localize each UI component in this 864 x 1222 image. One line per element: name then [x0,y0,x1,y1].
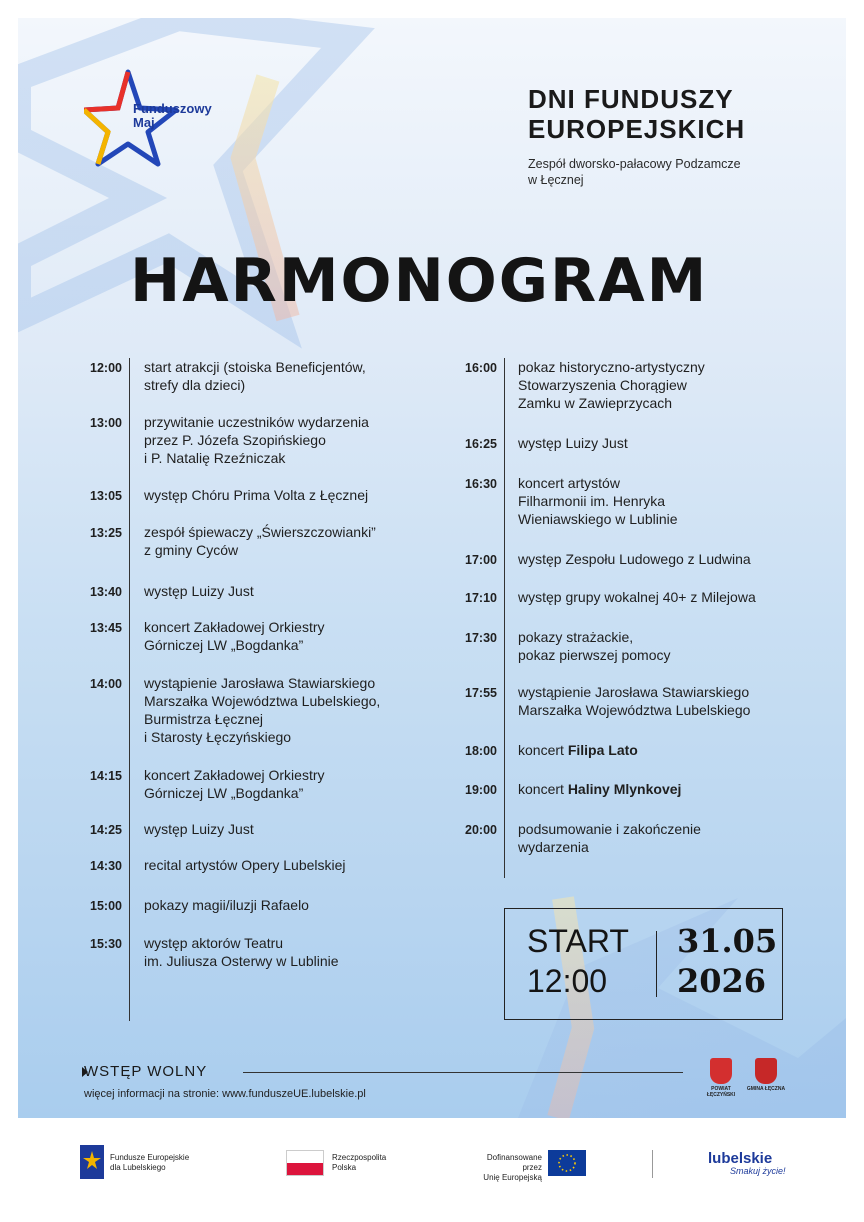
description-line: pokaz historyczno-artystyczny [518,359,705,375]
timeline-left [129,358,130,1021]
description-line: przez P. Józefa Szopińskiego [144,432,326,448]
timeline-right [504,358,505,878]
performer-name: Haliny Mlynkovej [567,781,682,797]
schedule-description [518,741,833,759]
fe-line-1: Fundusze Europejskie [110,1153,190,1162]
schedule-time: 16:30 [465,477,497,491]
schedule-time: 17:55 [465,686,497,700]
schedule-description [144,523,438,559]
schedule-description [144,896,438,914]
schedule-time: 14:30 [90,859,122,873]
schedule-time: 13:00 [90,416,122,430]
description-line: podsumowanie i zakończenie [518,821,701,837]
event-title [528,84,745,144]
lubelskie-slogan: Smakuj życie! [730,1166,786,1176]
schedule-description [144,486,438,504]
schedule-description [144,358,438,394]
start-label: START [527,923,629,959]
event-title-line-1: DNI FUNDUSZY [528,84,734,114]
description-line: pokaz pierwszej pomocy [518,647,671,663]
description-line: recital artystów Opery Lubelskiej [144,857,346,873]
footer-separator [652,1150,653,1178]
description-line: pokazy strażackie, [518,629,634,645]
eu-flag-icon [548,1150,586,1176]
powiat-crest-icon [710,1058,732,1084]
start-box [504,908,783,1020]
logo-line-1: Funduszowy [133,101,212,116]
schedule-description [144,820,438,838]
rp-text [332,1153,386,1173]
description-line: z gminy Cyców [144,542,239,558]
schedule-time: 15:00 [90,899,122,913]
free-entry-label: WSTĘP WOLNY [84,1063,208,1080]
start-separator [656,931,657,997]
eu-line-1: Dofinansowane przez [486,1153,542,1172]
description-line: występ Zespołu Ludowego z Ludwina [518,551,751,567]
description-line: i P. Natalię Rzeźniczak [144,450,286,466]
schedule-description [144,618,438,654]
description-line: i Starosty Łęczyńskiego [144,729,292,745]
description-line: występ Chóru Prima Volta z Łęcznej [144,487,369,503]
schedule-description [518,474,833,528]
schedule-time: 13:45 [90,621,122,635]
schedule-time: 18:00 [465,744,497,758]
schedule-description [144,413,438,467]
description-line: Zamku w Zawieprzycach [518,395,673,411]
description-line: koncert artystów [518,475,620,491]
schedule-time: 17:30 [465,631,497,645]
description-line: występ Luizy Just [144,583,254,599]
poland-flag-icon [286,1150,324,1176]
schedule-time: 13:05 [90,489,122,503]
rp-line-2: Polska [332,1163,357,1172]
fe-line-2: dla Lubelskiego [110,1163,166,1172]
description-line: Stowarzyszenia Chorągiew [518,377,687,393]
description-line: Marszałka Województwa Lubelskiego, [144,693,381,709]
schedule-time: 15:30 [90,937,122,951]
schedule-description [518,358,833,412]
schedule-description [144,934,438,970]
schedule-description [144,582,438,600]
schedule-description [518,683,833,719]
performer-name: Filipa Lato [567,742,638,758]
description-prefix: koncert [518,742,568,758]
schedule-time: 16:25 [465,437,497,451]
schedule-time: 13:25 [90,526,122,540]
start-time: 12:00 [527,963,608,999]
schedule-time: 13:40 [90,585,122,599]
schedule-time: 14:25 [90,823,122,837]
more-info-link[interactable]: więcej informacji na stronie: www.funduszeUE.lubelskie.pl [84,1088,366,1100]
description-prefix: koncert [518,781,568,797]
description-line: Wieniawskiego w Lublinie [518,511,678,527]
rp-line-1: Rzeczpospolita [332,1153,387,1162]
schedule-time: 14:15 [90,769,122,783]
gmina-label: GMINA ŁĘCZNA [746,1086,786,1092]
schedule-description [144,856,438,874]
schedule-time: 20:00 [465,823,497,837]
schedule-time: 16:00 [465,361,497,375]
venue-line-2: w Łęcznej [528,173,584,187]
description-line: wystąpienie Jarosława Stawiarskiego [518,684,750,700]
description-line: pokazy magii/iluzji Rafaelo [144,897,309,913]
schedule-time: 14:00 [90,677,122,691]
description-line: występ grupy wokalnej 40+ z Milejowa [518,589,756,605]
funduszowy-maj-logo [84,68,212,168]
description-line: występ aktorów Teatru [144,935,284,951]
schedule-description [518,780,833,798]
schedule-description [144,674,438,746]
start-date: 31.05 [677,922,778,960]
venue-line-1: Zespół dworsko-pałacowy Podzamcze [528,157,741,171]
description-line: start atrakcji (stoiska Beneficjentów, [144,359,366,375]
schedule-description [518,434,833,452]
schedule-description [518,820,833,856]
event-title-line-2: EUROPEJSKICH [528,114,746,144]
schedule-time: 19:00 [465,783,497,797]
fe-text [110,1153,189,1173]
description-line: Marszałka Województwa Lubelskiego [518,702,751,718]
start-year: 2026 [677,962,767,1000]
schedule-time: 12:00 [90,361,122,375]
schedule-time: 17:00 [465,553,497,567]
description-line: koncert Zakładowej Orkiestry [144,767,325,783]
eu-line-2: Unię Europejską [483,1173,542,1182]
event-venue [528,156,808,188]
gmina-crest-icon [755,1058,777,1084]
description-line: koncert Zakładowej Orkiestry [144,619,325,635]
main-title: HARMONOGRAM [130,246,709,316]
poster [18,18,846,1118]
fe-logo-icon [80,1145,104,1179]
schedule-description [518,588,833,606]
lubelskie-logo [706,1148,786,1178]
divider [243,1072,683,1073]
description-line: Burmistrza Łęcznej [144,711,264,727]
eu-text [466,1153,542,1183]
description-line: wydarzenia [518,839,589,855]
lubelskie-wordmark: lubelskie [708,1150,773,1167]
description-line: im. Juliusza Osterwy w Lublinie [144,953,339,969]
schedule-description [518,628,833,664]
description-line: Filharmonii im. Henryka [518,493,666,509]
schedule-description [518,550,833,568]
powiat-label: POWIAT ŁĘCZYŃSKI [706,1086,736,1098]
description-line: występ Luizy Just [144,821,254,837]
description-line: zespół śpiewaczy „Świerszczowianki” [144,524,376,540]
description-line: występ Luizy Just [518,435,628,451]
description-line: strefy dla dzieci) [144,377,246,393]
schedule-description [144,766,438,802]
description-line: Górniczej LW „Bogdanka” [144,785,304,801]
description-line: przywitanie uczestników wydarzenia [144,414,369,430]
description-line: wystąpienie Jarosława Stawiarskiego [144,675,376,691]
schedule-time: 17:10 [465,591,497,605]
logo-line-2: Maj [133,115,155,130]
description-line: Górniczej LW „Bogdanka” [144,637,304,653]
